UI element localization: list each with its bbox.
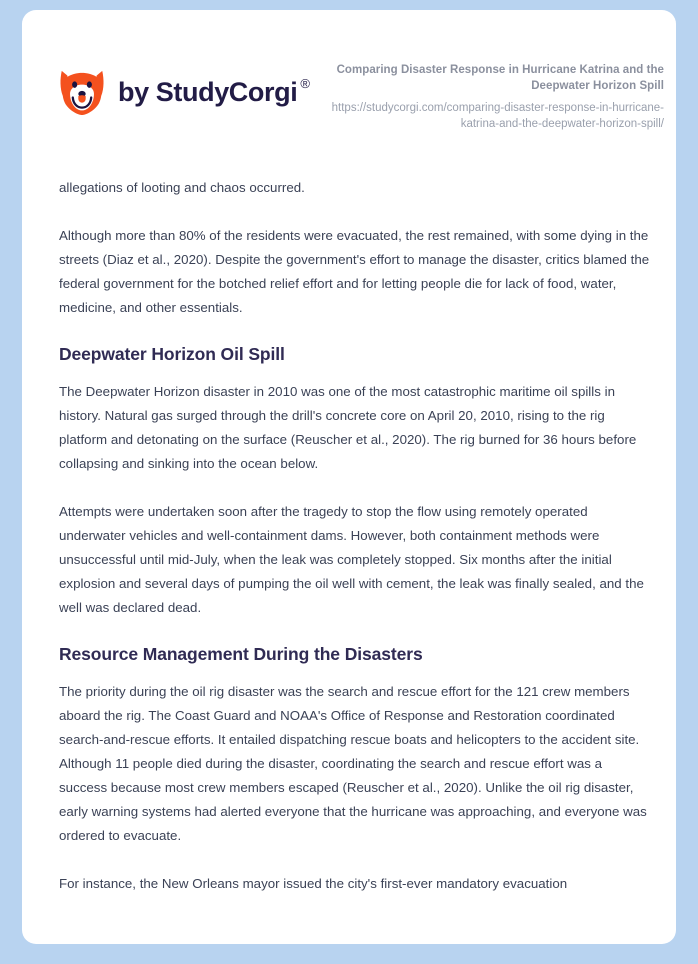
paragraph-containment-attempts: Attempts were undertaken soon after the tragedy to stop the flow using remotely operated underwater vehicles and well-containment dams. However, both containment methods were unsuccessful until mid-July, when the leak was completely stopped. Six months after the initial explosion and several days of pumping the oil well with cement, the leak was finally sealed, and the well was declared dead. <box>59 503 644 615</box>
paragraph-deepwater-disaster: The Deepwater Horizon disaster in 2010 was one of the most catastrophic maritime oil spills in history. Natural gas surged through the drill's concrete core on April 20, 2010, rising to the rig platform and detonating on the surface (Reuscher et al., 2020). The rig burned for 36 hours before collapsing and sinking into the ocean below. <box>59 383 637 471</box>
heading-resource-management: Resource Management During the Disasters <box>59 643 423 664</box>
studycorgi-logo[interactable] <box>59 60 310 116</box>
paragraph-mandatory-evacuation: For instance, the New Orleans mayor issued the city's first-ever mandatory evacuation <box>59 875 568 891</box>
heading-deepwater-horizon-oil-spill: Deepwater Horizon Oil Spill <box>59 344 285 364</box>
section-resource-management <box>59 644 651 896</box>
brand-wordmark-text: by StudyCorgi <box>118 76 298 107</box>
section-deepwater-horizon <box>59 344 651 620</box>
paragraph-search-and-rescue: The priority during the oil rig disaster was the search and rescue effort for the 121 crew members aboard the rig. The Coast Guard and NOAA's Office of Response and Restoration coordinated search-and-rescue efforts. It entailed dispatching rescue boats and helicopters to the accident site. Although 11 people died during the disaster, coordinating the search and rescue effort was a success because most crew members escaped (Reuscher et al., 2020). Unlike the oil rig disaster, early warning systems had alerted everyone that the hurricane was approaching, and everyone was ordered to evacuate. <box>59 683 647 843</box>
registered-trademark-icon: ® <box>300 75 310 91</box>
article-title: Comparing Disaster Response in Hurricane Katrina and the Deepwater Horizon Spill <box>336 64 664 93</box>
corgi-head-icon <box>59 68 105 116</box>
article-body <box>22 176 676 896</box>
paragraph-looting: allegations of looting and chaos occurred. <box>59 180 305 195</box>
brand-wordmark <box>118 75 310 107</box>
paragraph-evacuation: Although more than 80% of the residents were evacuated, the rest remained, with some dying in the streets (Diaz et al., 2020). Despite the government's effort to manage the disaster, critics blamed the federal government for the botched relief effort and for letting people die for lack of food, water, medicine, and other essentials. <box>59 228 650 315</box>
article-url[interactable]: https://studycorgi.com/comparing-disaster-response-in-hurricane-katrina-and-the-deepwater-horizon-spill/ <box>331 101 664 131</box>
article-page-card <box>22 10 676 944</box>
header-meta <box>324 60 664 133</box>
page-header <box>22 10 676 133</box>
